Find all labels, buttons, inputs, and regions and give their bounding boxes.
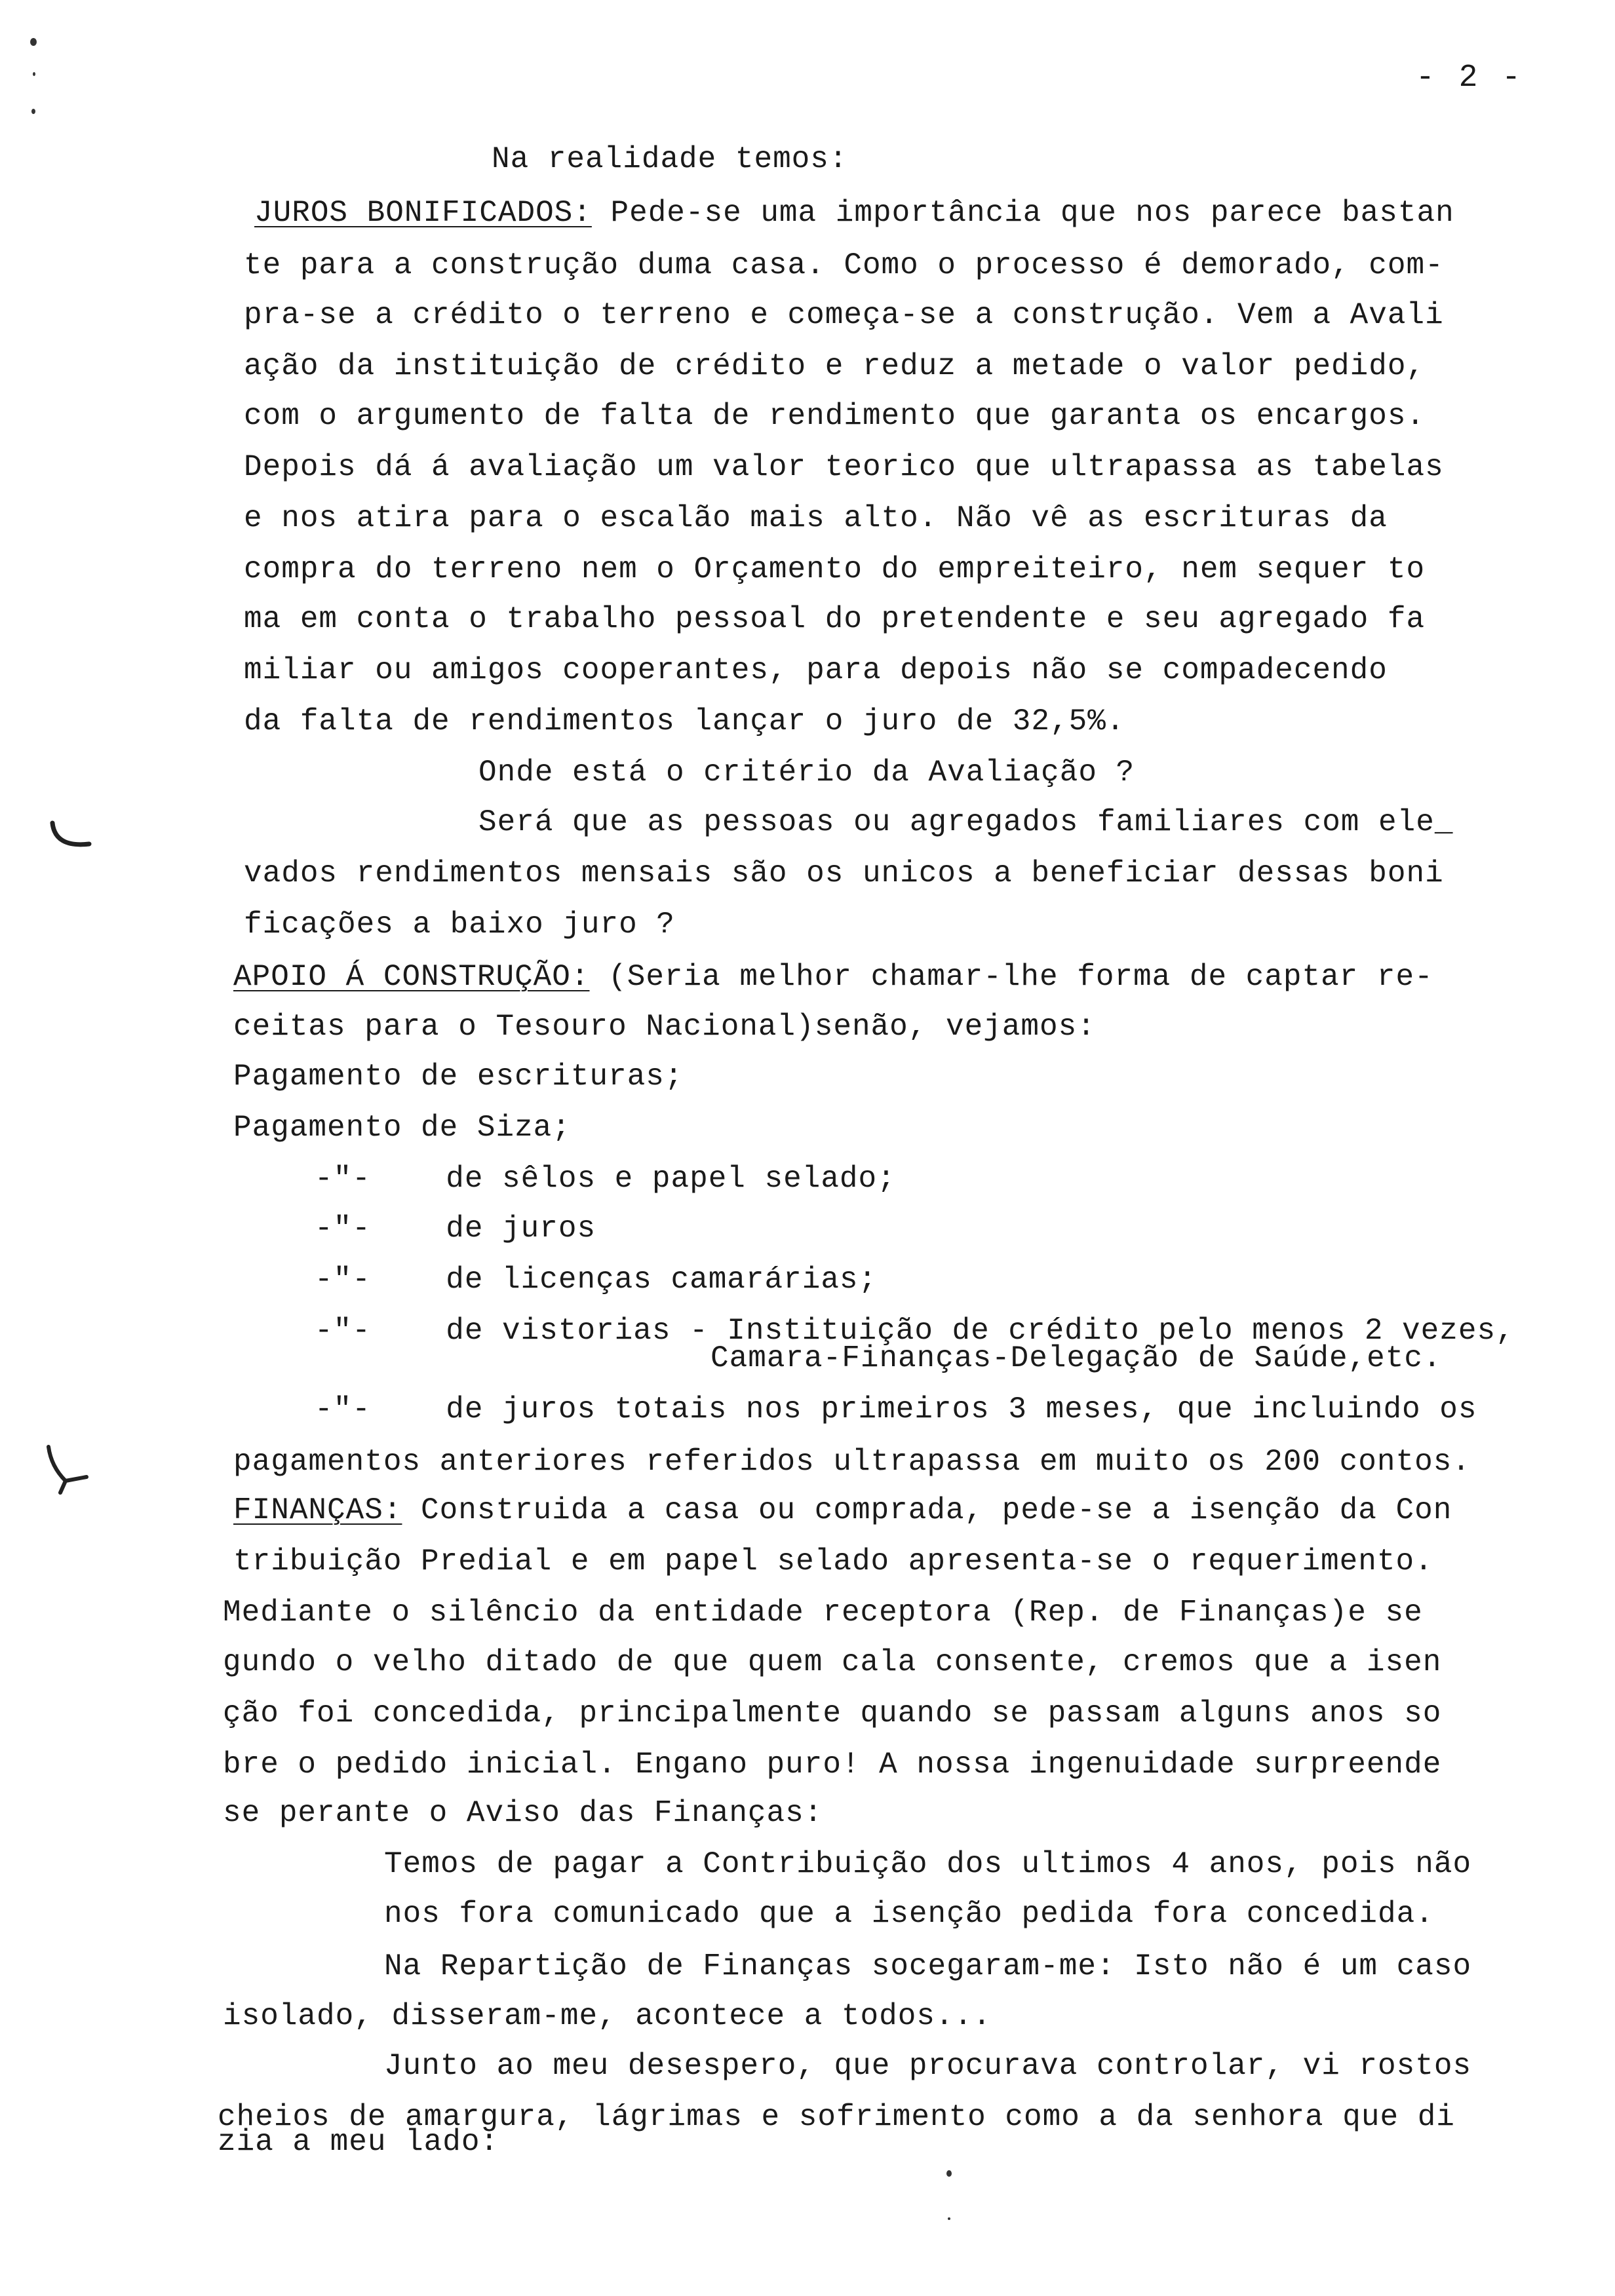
line-text: Onde está o critério da Avaliação ? — [478, 756, 1135, 790]
text-line — [244, 655, 1388, 685]
scan-speck — [948, 2217, 950, 2220]
line-text: com o argumento de falta de rendimento que garanta os encargos. — [244, 399, 1426, 433]
text-line — [384, 1899, 1434, 1929]
line-text: tribuição Predial e em papel selado apresenta-se o requerimento. — [233, 1544, 1433, 1578]
line-text: gundo o velho ditado de que quem cala consente, cremos que a isen — [223, 1645, 1442, 1679]
text-line — [233, 1062, 684, 1092]
text-line — [384, 2051, 1471, 2081]
line-text: ação da instituição de crédito e reduz a metade o valor pedido, — [244, 349, 1426, 383]
text-line — [223, 1698, 1441, 1729]
line-text: Será que as pessoas ou agregados familiares com ele_ — [478, 805, 1454, 839]
text-line — [244, 401, 1425, 431]
text-line — [233, 1546, 1433, 1577]
scan-speck — [31, 109, 35, 114]
line-text: se perante o Aviso das Finanças: — [223, 1796, 823, 1830]
punch-hole-mark — [46, 818, 98, 857]
scan-speck — [946, 2170, 952, 2177]
text-line — [223, 1750, 1441, 1780]
text-line — [244, 604, 1425, 634]
line-text: zia a meu lado: — [218, 2125, 499, 2159]
text-line — [478, 807, 1453, 837]
text-line — [244, 452, 1444, 482]
text-line — [233, 1447, 1471, 1477]
line-text: Mediante o silêncio da entidade receptora (Rep. de Finanças)e se — [223, 1596, 1423, 1630]
text-line — [244, 351, 1425, 381]
text-line — [710, 1343, 1442, 1373]
text-line — [478, 757, 1135, 788]
line-text: vados rendimentos mensais são os unicos a beneficiar dessas boni — [244, 856, 1444, 890]
line-text: (Seria melhor chamar-lhe forma de captar re- — [589, 960, 1433, 994]
text-line — [254, 198, 1454, 228]
line-text: -"- de vistorias - Instituição de crédito pelo menos 2 vezes, — [315, 1314, 1515, 1348]
line-text: compra do terreno nem o Orçamento do empreiteiro, nem sequer to — [244, 552, 1426, 586]
text-line — [233, 1495, 1452, 1525]
line-text: Construida a casa ou comprada, pede-se a isenção da Con — [402, 1493, 1452, 1527]
line-text: Camara-Finanças-Delegação de Saúde,etc. — [710, 1341, 1442, 1375]
text-line — [315, 1394, 1477, 1425]
line-text: Pagamento de Siza; — [233, 1111, 571, 1145]
text-line — [315, 1164, 896, 1194]
line-text: te para a construção duma casa. Como o processo é demorado, com- — [244, 248, 1444, 282]
line-text: isolado, disseram-me, acontece a todos... — [223, 1999, 992, 2033]
line-text: Na realidade temos: — [492, 142, 848, 176]
line-text: ficações a baixo juro ? — [244, 908, 675, 942]
line-text: pra-se a crédito o terreno e começa-se a construção. Vem a Avali — [244, 298, 1444, 332]
text-line — [315, 1214, 596, 1244]
text-line — [244, 503, 1388, 533]
line-text: miliar ou amigos cooperantes, para depois não se compadecendo — [244, 653, 1388, 687]
line-text: -"- de licenças camarárias; — [315, 1263, 878, 1297]
text-line — [223, 2001, 992, 2031]
line-text: Pagamento de escrituras; — [233, 1060, 684, 1094]
line-text: Depois dá á avaliação um valor teorico que ultrapassa as tabelas — [244, 450, 1444, 484]
text-line — [384, 1951, 1471, 1981]
punch-hole-mark — [39, 1440, 98, 1499]
line-text: -"- de juros — [315, 1212, 596, 1246]
line-text: e nos atira para o escalão mais alto. Não vê as escrituras da — [244, 501, 1388, 535]
text-line — [244, 858, 1444, 889]
text-line — [223, 1798, 823, 1828]
text-line — [244, 554, 1425, 584]
text-line — [315, 1265, 877, 1295]
text-line — [233, 1012, 1096, 1042]
text-line — [218, 2127, 499, 2157]
line-text: ceitas para o Tesouro Nacional)senão, vejamos: — [233, 1010, 1096, 1044]
scan-speck — [30, 38, 37, 46]
text-line — [244, 300, 1444, 330]
text-line — [384, 1849, 1471, 1879]
text-line — [233, 962, 1433, 992]
page-number: - 2 - — [1416, 60, 1524, 96]
text-line — [244, 909, 675, 940]
line-text: -"- de juros totais nos primeiros 3 meses, que incluindo os — [315, 1392, 1477, 1426]
line-text: Temos de pagar a Contribuição dos ultimos 4 anos, pois não — [384, 1847, 1472, 1881]
text-line — [223, 1647, 1441, 1677]
line-text: nos fora comunicado que a isenção pedida fora concedida. — [384, 1897, 1434, 1931]
text-line — [244, 250, 1444, 280]
text-line — [492, 144, 848, 174]
line-text: ma em conta o trabalho pessoal do pretendente e seu agregado fa — [244, 602, 1426, 636]
line-text: Junto ao meu desespero, que procurava controlar, vi rostos — [384, 2049, 1472, 2083]
line-text: -"- de sêlos e papel selado; — [315, 1162, 896, 1196]
scan-speck — [33, 72, 35, 76]
text-line — [223, 1598, 1423, 1628]
section-heading: APOIO Á CONSTRUÇÃO: — [233, 960, 590, 994]
line-text: Na Repartição de Finanças socegaram-me: Isto não é um caso — [384, 1949, 1472, 1983]
section-heading: FINANÇAS: — [233, 1493, 402, 1527]
text-line — [244, 706, 1125, 737]
line-text: Pede-se uma importância que nos parece bastan — [591, 196, 1454, 230]
line-text: cheios de amargura, lágrimas e sofrimento como a da senhora que di — [218, 2100, 1455, 2134]
line-text: da falta de rendimentos lançar o juro de 32,5%. — [244, 704, 1125, 738]
section-heading: JUROS BONIFICADOS: — [254, 196, 592, 230]
line-text: pagamentos anteriores referidos ultrapassa em muito os 200 contos. — [233, 1445, 1471, 1479]
line-text: ção foi concedida, principalmente quando se passam alguns anos so — [223, 1696, 1442, 1731]
line-text: bre o pedido inicial. Engano puro! A nossa ingenuidade surpreende — [223, 1748, 1442, 1782]
text-line — [233, 1113, 571, 1143]
